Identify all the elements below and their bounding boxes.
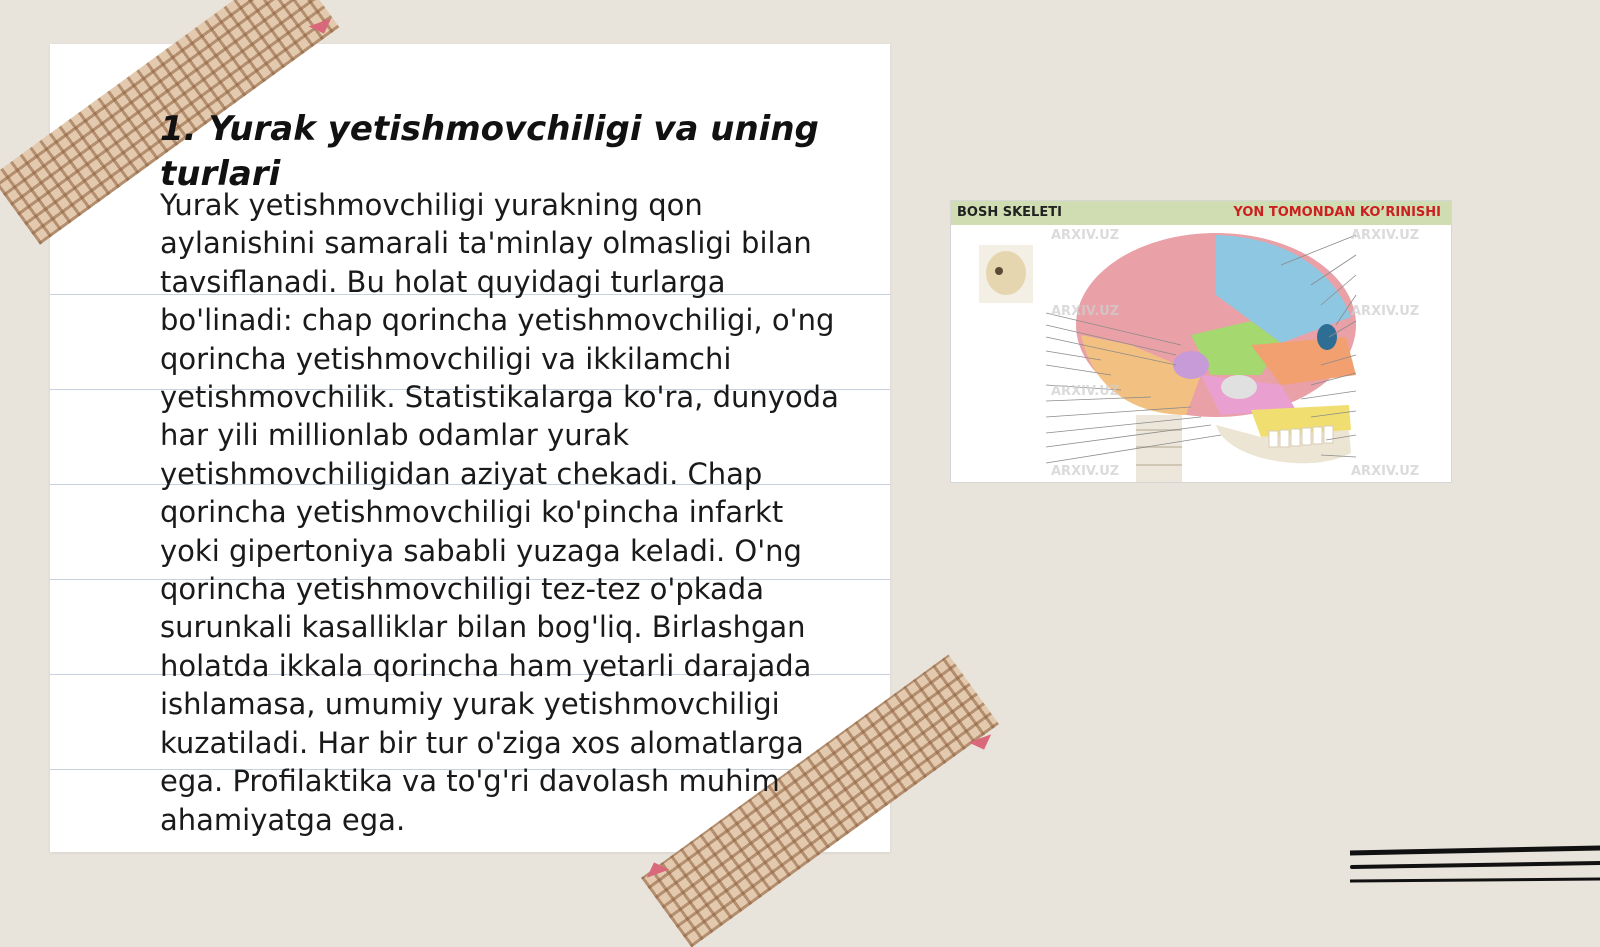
- watermark-text: ARXIV.UZ: [1351, 464, 1420, 479]
- watermark-text: ARXIV.UZ: [1051, 304, 1120, 319]
- figure-header: [951, 201, 1451, 225]
- watermark-text: ARXIV.UZ: [1351, 304, 1420, 319]
- skull-illustration: [951, 225, 1451, 482]
- figure-title-right: YON TOMONDAN KO’RINISHI: [1233, 205, 1441, 220]
- watermark-text: ARXIV.UZ: [1051, 464, 1120, 479]
- skull-diagram-image: [950, 200, 1452, 483]
- watermark-text: ARXIV.UZ: [1051, 228, 1120, 243]
- decorative-underline-strokes: [1350, 845, 1600, 895]
- slide-body-text: Yurak yetishmovchiligi yurakning qon aylanishini samarali ta'minlay olmasligi bilan tavsiflanadi. Bu holat quyidagi turlarga bo'linadi: chap qorincha yetishmovchiligi, o'ng qorincha yetishmovchiligi va ikkilamchi yetishmovchilik. Statistikalarga ko'ra, dunyoda har yili millionlab odamlar yurak yetishmovchiligidan aziyat chekadi. Chap qorincha yetishmovchiligi ko'pincha infarkt yoki gipertoniya sababli yuzaga keladi. O'ng qorincha yetishmovchiligi tez-tez o'pkada surunkali kasalliklar bilan bog'liq. Birlashgan holatda ikkala qorincha ham yetarli darajada ishlamasa, umumiy yurak yetishmovchiligi kuzatiladi. Har bir tur o'ziga xos alomatlarga ega. Profilaktika va to'g'ri davolash muhim ahamiyatga ega.: [160, 188, 839, 837]
- watermark-text: ARXIV.UZ: [1051, 384, 1120, 399]
- figure-title-left: BOSH SKELETI: [957, 205, 1062, 220]
- watermark-text: ARXIV.UZ: [1351, 228, 1420, 243]
- slide-title: 1. Yurak yetishmovchiligi va uning turlari: [160, 109, 819, 194]
